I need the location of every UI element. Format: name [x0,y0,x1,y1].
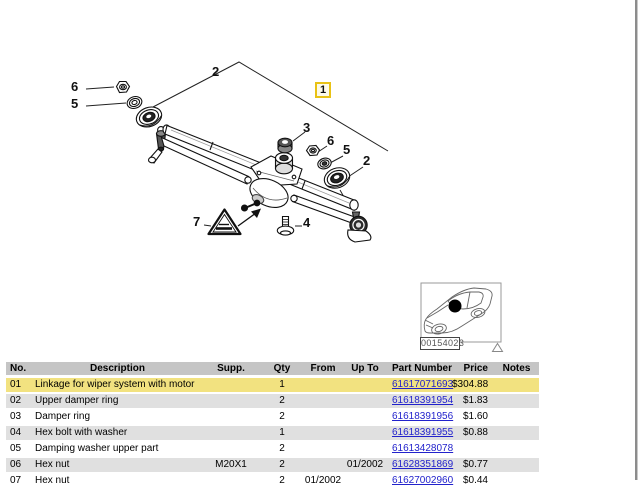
table-row [6,378,539,392]
cell-from [302,458,344,472]
cell-qty: 2 [279,459,285,470]
col-header-price: Price [463,363,488,374]
cell-qty: 2 [279,443,285,454]
table-row [6,458,539,472]
cell-upto [344,474,386,488]
cell-upto [344,426,386,440]
part-number-link[interactable]: 61627002960 [392,475,454,486]
part-number-link[interactable]: 61628351869 [392,459,454,470]
cell-from [302,410,344,424]
cell-description: Linkage for wiper system with motor [35,379,195,390]
table-row [6,410,539,424]
cell-no: 02 [10,395,22,406]
cell-from [302,442,344,456]
cell-supp [200,442,262,456]
col-header-supp: Supp. [217,363,245,374]
hex-nut-right-icon [307,146,320,156]
cell-price: $304.88 [452,379,489,390]
cell-qty: 1 [279,427,285,438]
washer-left-icon [126,95,144,111]
cell-upto [344,394,386,408]
cell-notes [494,394,539,408]
cell-upto: 01/2002 [346,459,384,470]
cell-notes [494,474,539,488]
cell-supp [200,378,262,392]
callout-3[interactable]: 3 [303,120,311,135]
callout-6-right[interactable]: 6 [327,133,335,148]
col-header-part-number: Part Number [392,363,453,374]
cell-description: Damping washer upper part [35,443,159,454]
cell-upto [344,410,386,424]
cell-qty: 1 [279,379,285,390]
warning-triangle-icon [209,210,241,235]
cell-from [302,426,344,440]
part-number-link[interactable]: 61617071693 [392,379,454,390]
parts-table [6,362,539,490]
cell-notes [494,426,539,440]
cell-qty: 2 [279,395,285,406]
cell-description: Damper ring [35,411,91,422]
cell-supp [200,410,262,424]
cell-no: 05 [10,443,22,454]
cell-no: 07 [10,475,22,486]
col-header-description: Description [89,363,145,374]
table-row [6,426,539,440]
callout-1-box[interactable]: 1 [315,82,331,98]
cell-price [452,442,494,456]
col-header-from: From [310,363,336,374]
washer-right-icon [316,156,332,170]
part-number-link[interactable]: 61618391955 [392,427,454,438]
cell-description: Hex bolt with washer [35,427,128,438]
left-ball-joint [149,127,166,163]
cell-supp [200,426,262,440]
cell-description: Upper damper ring [35,395,119,406]
callout-7[interactable]: 7 [193,214,201,229]
cell-qty: 2 [279,411,285,422]
col-header-no: No. [10,363,27,374]
cell-price: $0.44 [462,475,488,486]
cell-description: Hex nut [35,459,70,470]
cell-price: $1.83 [462,395,488,406]
col-header-upto: Up To [351,363,379,374]
part-number-link[interactable]: 61613428078 [392,443,454,454]
table-row [6,394,539,408]
pointer-arrow-icon [238,209,261,227]
cell-from [302,394,344,408]
col-header-notes: Notes [502,363,531,374]
table-header-row [6,362,539,375]
callout-2-right[interactable]: 2 [363,153,371,168]
damper-cap-icon [278,138,292,153]
cell-notes [494,458,539,472]
cell-price: $1.60 [462,411,488,422]
callout-4[interactable]: 4 [303,215,311,230]
cell-supp [200,474,262,488]
cell-from: 01/2002 [304,475,342,486]
cell-price: $0.88 [462,427,488,438]
callout-2-top[interactable]: 2 [212,64,220,79]
cell-from [302,378,344,392]
cell-no: 01 [10,379,22,390]
cell-notes [494,378,539,392]
cell-no: 03 [10,411,22,422]
table-row [6,474,539,488]
cell-supp [200,394,262,408]
cell-qty: 2 [279,475,285,486]
inset-triangle-icon [493,344,503,352]
table-row [6,442,539,456]
cell-supp: M20X1 [215,459,247,470]
cell-no: 04 [10,427,22,438]
cell-upto [344,378,386,392]
part-number-link[interactable]: 61618391956 [392,411,454,422]
part-number-link[interactable]: 61618391954 [392,395,454,406]
cell-price: $0.77 [462,459,488,470]
image-number-plate: 00154023 [421,338,465,348]
cell-notes [494,442,539,456]
callout-5-right[interactable]: 5 [343,142,351,157]
cell-upto [344,442,386,456]
callout-6-left[interactable]: 6 [71,79,79,94]
location-dot [449,300,462,313]
cell-notes [494,410,539,424]
cell-no: 06 [10,459,22,470]
cell-description: Hex nut [35,475,70,486]
col-header-qty: Qty [273,363,291,374]
hex-bolt-icon [277,217,293,236]
callout-5-left[interactable]: 5 [71,96,79,111]
hex-nut-left-icon [117,82,130,93]
